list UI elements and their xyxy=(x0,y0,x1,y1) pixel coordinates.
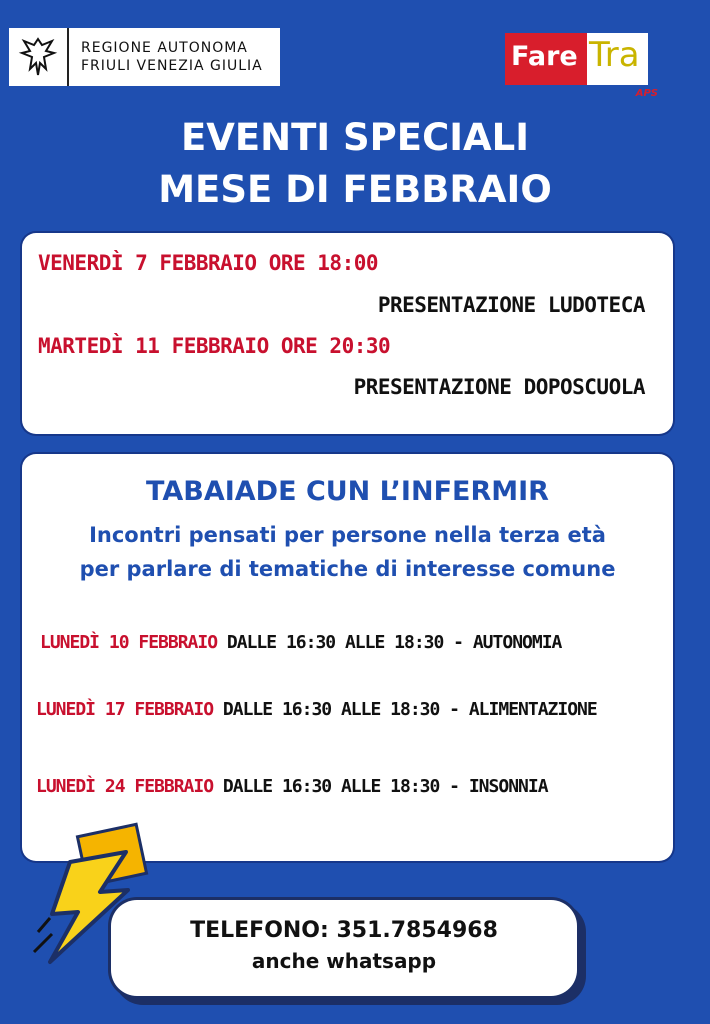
session-row xyxy=(36,776,548,797)
session-row xyxy=(40,632,561,653)
session-date: LUNEDÌ 17 FEBBRAIO xyxy=(36,699,214,720)
special-events-card xyxy=(22,233,673,434)
session-date: LUNEDÌ 10 FEBBRAIO xyxy=(40,632,218,653)
region-logo xyxy=(9,28,280,86)
region-name-line1: REGIONE AUTONOMA xyxy=(81,40,248,56)
lightning-bolt-icon xyxy=(30,822,160,972)
faretra-logo xyxy=(505,33,658,99)
event-1-name: PRESENTAZIONE LUDOTECA xyxy=(377,293,645,317)
session-date: LUNEDÌ 24 FEBBRAIO xyxy=(36,776,214,797)
contact-box xyxy=(111,900,577,996)
whatsapp-note: anche whatsapp xyxy=(251,949,437,973)
phone-number[interactable]: TELEFONO: 351.7854968 xyxy=(190,918,498,943)
tabaiade-subtitle-line1: Incontri pensati per persone nella terza età xyxy=(89,523,606,547)
session-detail: DALLE 16:30 ALLE 18:30 - INSONNIA xyxy=(222,776,548,797)
eagle-icon xyxy=(9,28,69,86)
brand-tra: Tra xyxy=(587,33,648,85)
tabaiade-card xyxy=(22,454,673,861)
page-title xyxy=(0,112,710,216)
tabaiade-subtitle xyxy=(22,518,673,586)
title-line1: EVENTI SPECIALI xyxy=(181,116,529,159)
tabaiade-subtitle-line2: per parlare di tematiche di interesse comune xyxy=(79,557,616,581)
event-2-name: PRESENTAZIONE DOPOSCUOLA xyxy=(353,375,645,399)
event-2-date: MARTEDÌ 11 FEBBRAIO ORE 20:30 xyxy=(38,334,391,358)
session-detail: DALLE 16:30 ALLE 18:30 - ALIMENTAZIONE xyxy=(222,699,597,720)
tabaiade-title: TABAIADE CUN L’INFERMIR xyxy=(146,476,549,507)
region-name-line2: FRIULI VENEZIA GIULIA xyxy=(81,58,263,74)
session-detail: DALLE 16:30 ALLE 18:30 - AUTONOMIA xyxy=(226,632,562,653)
event-1-date: VENERDÌ 7 FEBBRAIO ORE 18:00 xyxy=(38,251,379,275)
title-line2: MESE DI FEBBRAIO xyxy=(158,168,552,211)
brand-fare: Fare xyxy=(505,33,587,85)
session-row xyxy=(36,699,597,720)
brand-aps: APS xyxy=(635,88,658,99)
